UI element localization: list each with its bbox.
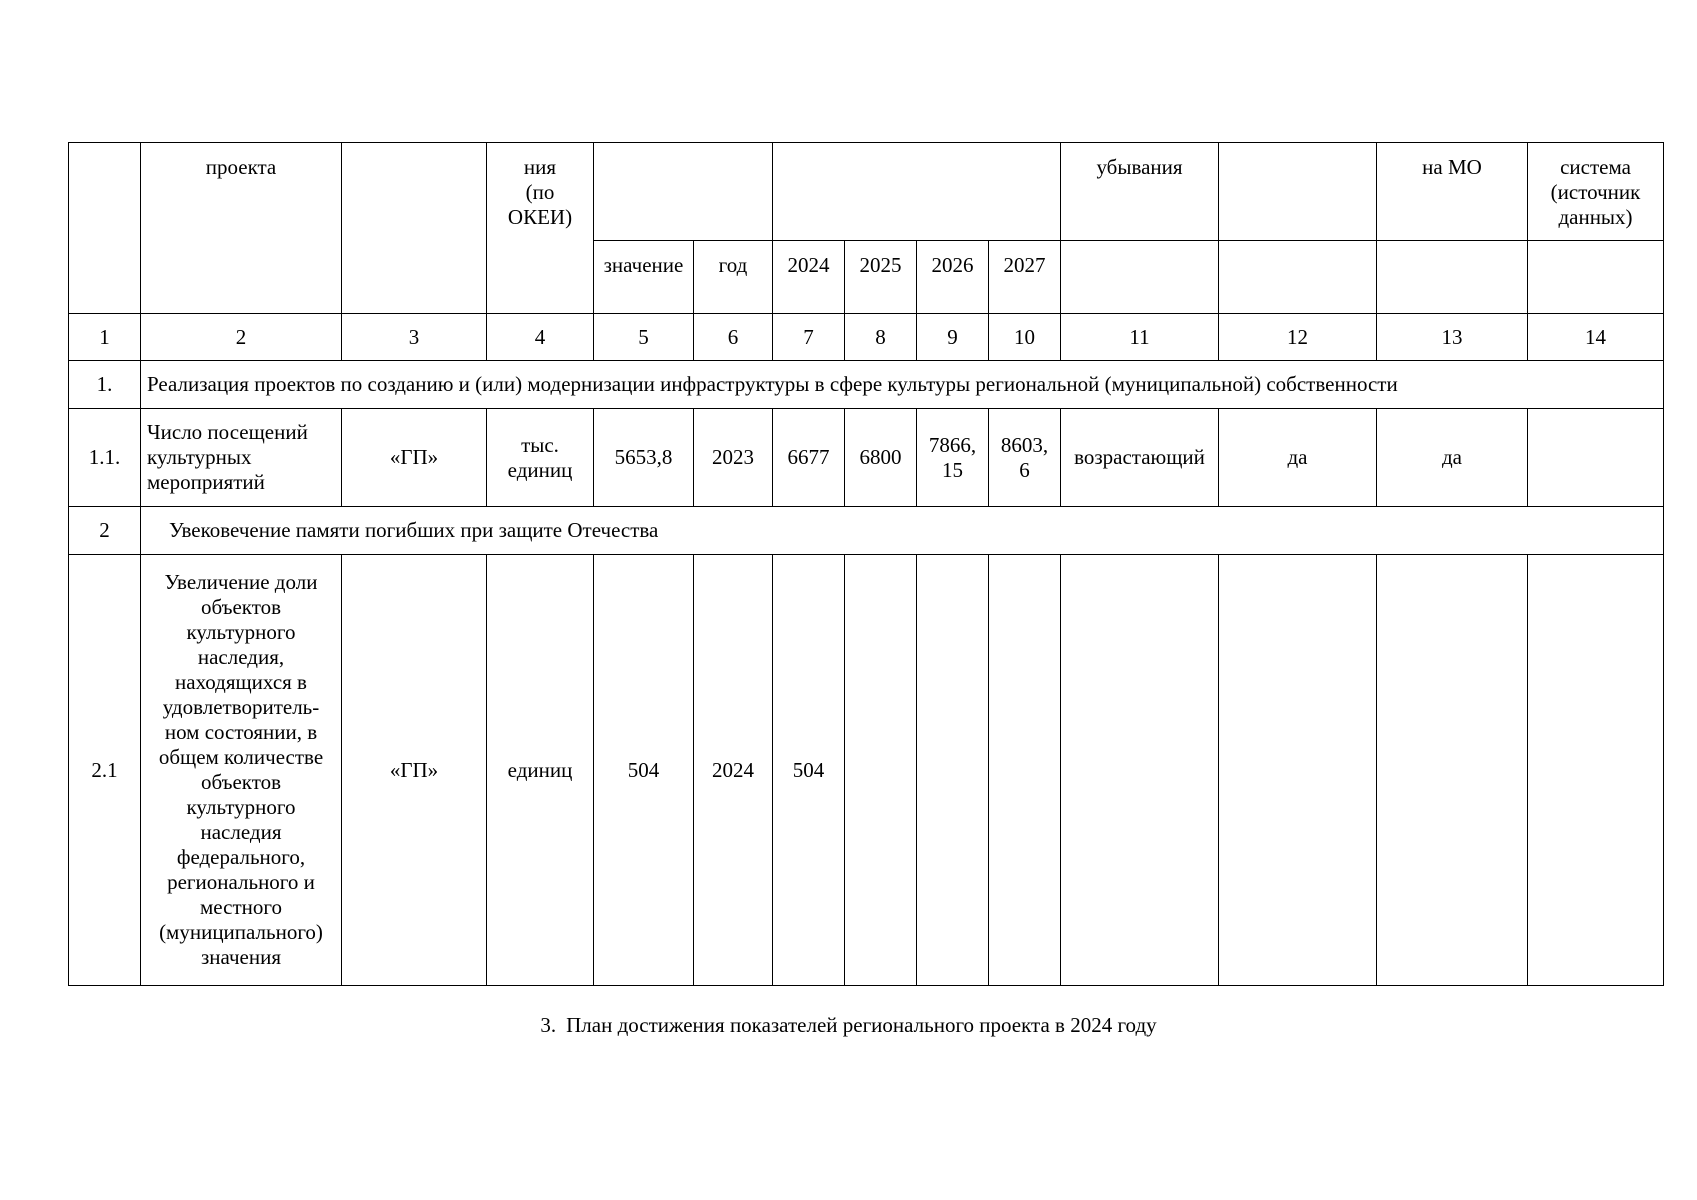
value-2027 [989, 555, 1061, 986]
indicator-level: «ГП» [342, 409, 487, 507]
section-title: Реализация проектов по созданию и (или) модернизации инфраструктуры в сфере культуры региональной (муниципальной) собственности [141, 361, 1664, 409]
base-value: 504 [594, 555, 694, 986]
section-row [69, 361, 1664, 409]
header-cell-2024: 2024 [773, 241, 845, 314]
column-numbers-row [69, 314, 1664, 361]
cell-14 [1528, 555, 1664, 986]
base-year: 2023 [694, 409, 773, 507]
section-title: Увековечение памяти погибших при защите Отечества [141, 507, 1664, 555]
caption-number: 3. [540, 1013, 557, 1037]
column-number: 8 [845, 314, 917, 361]
header-cell-12 [1219, 143, 1377, 241]
indicator-name: Число посещений культурных мероприятий [141, 409, 342, 507]
trend: возрастающий [1061, 409, 1219, 507]
column-number: 6 [694, 314, 773, 361]
header-cell-mo: на МО [1377, 143, 1528, 241]
cell-13: да [1377, 409, 1528, 507]
base-year: 2024 [694, 555, 773, 986]
header-cell-13b [1377, 241, 1528, 314]
value-2026 [917, 555, 989, 986]
header-cell-year: год [694, 241, 773, 314]
header-cell-base [594, 143, 773, 241]
value-2024: 504 [773, 555, 845, 986]
header-cell-value: значение [594, 241, 694, 314]
section-number: 1. [69, 361, 141, 409]
base-value: 5653,8 [594, 409, 694, 507]
section-number: 2 [69, 507, 141, 555]
value-2025 [845, 555, 917, 986]
column-number: 2 [141, 314, 342, 361]
column-number: 4 [487, 314, 594, 361]
cell-12: да [1219, 409, 1377, 507]
column-number: 9 [917, 314, 989, 361]
column-number: 13 [1377, 314, 1528, 361]
indicator-unit: тыс. единиц [487, 409, 594, 507]
value-2024: 6677 [773, 409, 845, 507]
header-cell-period [773, 143, 1061, 241]
value-2025: 6800 [845, 409, 917, 507]
header-cell-1 [69, 143, 141, 314]
column-number: 12 [1219, 314, 1377, 361]
indicator-level: «ГП» [342, 555, 487, 986]
header-cell-system: система (источник данных) [1528, 143, 1664, 241]
header-cell-unit: ния (по ОКЕИ) [487, 143, 594, 314]
header-cell-11b [1061, 241, 1219, 314]
header-row-1 [69, 143, 1664, 241]
column-number: 3 [342, 314, 487, 361]
cell-14 [1528, 409, 1664, 507]
header-cell-14b [1528, 241, 1664, 314]
indicator-unit: единиц [487, 555, 594, 986]
header-cell-trend: убывания [1061, 143, 1219, 241]
cell-12 [1219, 555, 1377, 986]
indicator-name: Увеличение доли объектов культурного наследия, находящихся в удовлетворитель-ном состоянии, в общем количестве объектов культурного наследия федерального, регионального и местного (муниципального) значения [141, 555, 342, 986]
row-number: 1.1. [69, 409, 141, 507]
column-number: 11 [1061, 314, 1219, 361]
header-cell-2027: 2027 [989, 241, 1061, 314]
header-cell-3 [342, 143, 487, 314]
section-row [69, 507, 1664, 555]
header-cell-2026: 2026 [917, 241, 989, 314]
column-number: 7 [773, 314, 845, 361]
header-cell-project: проекта [141, 143, 342, 314]
header-cell-12b [1219, 241, 1377, 314]
caption-text: План достижения показателей регионального проекта в 2024 году [566, 1013, 1157, 1037]
cell-13 [1377, 555, 1528, 986]
column-number: 5 [594, 314, 694, 361]
header-cell-2025: 2025 [845, 241, 917, 314]
value-2026: 7866, 15 [917, 409, 989, 507]
table-row [69, 555, 1664, 986]
column-number: 1 [69, 314, 141, 361]
row-number: 2.1 [69, 555, 141, 986]
section-caption [0, 1013, 1697, 1038]
column-number: 14 [1528, 314, 1664, 361]
table-row [69, 409, 1664, 507]
indicators-table [68, 142, 1664, 986]
column-number: 10 [989, 314, 1061, 361]
trend [1061, 555, 1219, 986]
value-2027: 8603, 6 [989, 409, 1061, 507]
